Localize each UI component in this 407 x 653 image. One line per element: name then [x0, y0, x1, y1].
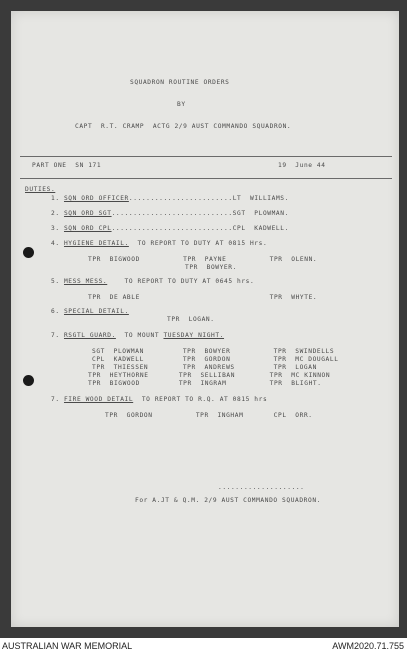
duty-item-6 — [51, 308, 129, 316]
duty-6-names-row: TPR LOGAN. — [167, 316, 215, 323]
document-commander: CAPT R.T. CRAMP ACTG 2/9 AUST COMMANDO SQUADRON. — [75, 123, 292, 130]
signature-line: For A.JT & Q.M. 2/9 AUST COMMANDO SQUADRON. — [135, 497, 321, 504]
punch-hole-top — [23, 247, 34, 258]
duty-item-1 — [51, 195, 289, 203]
item-text: TO REPORT TO R.Q. AT 0815 hrs — [133, 396, 268, 403]
leader-dots: ............................ — [111, 225, 233, 232]
duty-4-names-row: TPR BIGWOOD TPR PAYNE TPR OLENN. — [88, 256, 318, 263]
item-label: HYGIENE DETAIL. — [63, 240, 129, 247]
duty-item-2 — [51, 210, 289, 218]
guard-roster-row: CPL KADWELL TPR GORDON TPR MC DOUGALL — [92, 356, 339, 363]
leader-dots: ........................ — [128, 195, 233, 202]
document-page — [11, 11, 399, 627]
guard-roster-row: TPR BIGWOOD TPR INGRAM TPR BLIGHT. — [88, 380, 322, 387]
item-label: MESS MESS. — [63, 278, 108, 285]
item-number: 5. — [51, 278, 60, 285]
item-number: 7. — [51, 332, 60, 339]
fire-wood-names-row: TPR GORDON TPR INGHAM CPL ORR. — [105, 412, 313, 419]
duty-item-fire-wood — [51, 396, 267, 404]
item-number: 1. — [51, 195, 60, 202]
bottom-rule — [20, 178, 392, 179]
item-label: RSGTL GUARD. — [63, 332, 116, 339]
duties-heading: DUTIES. — [25, 186, 56, 193]
duty-5-names-row: TPR DE ABLE TPR WHYTE. — [88, 294, 318, 301]
guard-roster-row: SGT PLOWMAN TPR BOWYER TPR SWINDELLS — [92, 348, 335, 355]
archive-name: AUSTRALIAN WAR MEMORIAL — [2, 641, 133, 651]
guard-roster-row: TPR HEYTHORNE TPR SELLIBAN TPR MC KINNON — [88, 372, 331, 379]
guard-roster-row: TPR THIESSEN TPR ANDREWS TPR LOGAN — [92, 364, 317, 371]
item-value: LT WILLIAMS. — [232, 195, 289, 202]
item-label: SQN ORD CPL — [63, 225, 112, 232]
document-by-line: BY — [177, 101, 186, 108]
item-number: 6. — [51, 308, 60, 315]
item-number: 3. — [51, 225, 60, 232]
item-label: SQN ORD SGT — [63, 210, 112, 217]
part-reference: PART ONE SN 171 — [32, 162, 102, 169]
archive-footer — [0, 638, 407, 653]
order-date: 19 June 44 — [278, 162, 326, 169]
duty-item-4 — [51, 240, 267, 248]
duty-item-7 — [51, 332, 224, 340]
signature-dots: .................... — [218, 484, 305, 491]
punch-hole-bottom — [23, 375, 34, 386]
leader-dots: ............................ — [111, 210, 233, 217]
item-label: SQN ORD OFFICER — [63, 195, 129, 202]
document-title: SQUADRON ROUTINE ORDERS — [130, 79, 230, 86]
top-rule — [20, 156, 392, 157]
item-number: 2. — [51, 210, 60, 217]
item-value: SGT PLOWMAN. — [232, 210, 289, 217]
item-value: CPL KADWELL. — [232, 225, 289, 232]
item-text: TO REPORT TO DUTY AT 0815 Hrs. — [128, 240, 268, 247]
item-label-secondary: TUESDAY NIGHT. — [163, 332, 225, 339]
duty-item-3 — [51, 225, 289, 233]
item-number: 4. — [51, 240, 60, 247]
item-text: TO REPORT TO DUTY AT 0645 hrs. — [107, 278, 255, 285]
item-label: SPECIAL DETAIL. — [63, 308, 129, 315]
item-text: TO MOUNT — [115, 332, 164, 339]
item-label: FIRE WOOD DETAIL — [63, 396, 134, 403]
item-number: 7. — [51, 396, 60, 403]
duty-4-names-row: TPR BOWYER. — [185, 264, 237, 271]
archive-accession-number: AWM2020.71.755 — [332, 641, 404, 651]
duty-item-5 — [51, 278, 254, 286]
